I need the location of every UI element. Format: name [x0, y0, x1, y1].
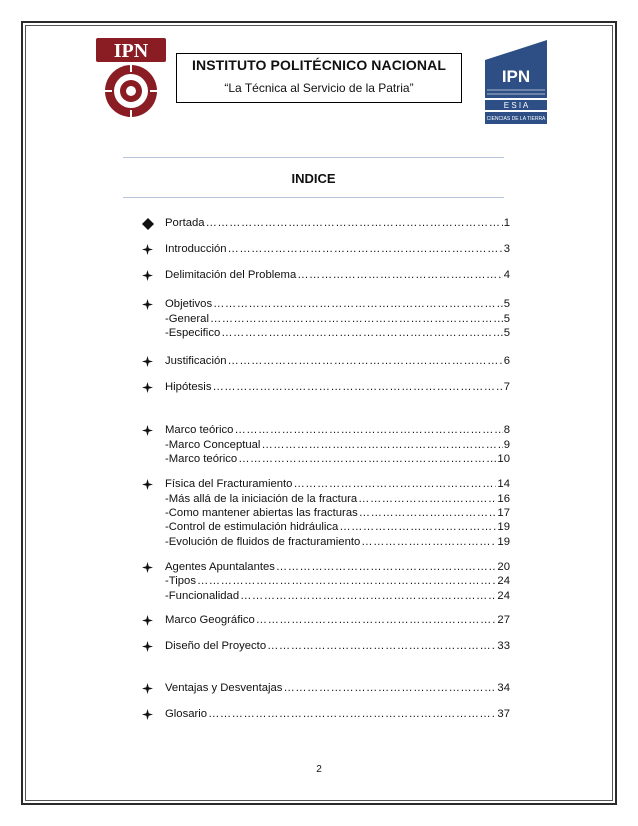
toc-entry-label: Glosario — [165, 708, 208, 720]
toc-leader-dots — [234, 423, 502, 438]
star-bullet-icon — [142, 270, 154, 282]
toc-entry-label: -Evolución de fluidos de fracturamiento — [165, 536, 361, 548]
toc-entry-page: 5 — [503, 298, 510, 310]
star-bullet-icon — [142, 562, 154, 574]
right-logo-subtext: E S I A — [503, 101, 529, 110]
toc-entry-page: 3 — [503, 243, 510, 255]
toc-entry — [165, 216, 510, 231]
toc-entry-page: 20 — [497, 561, 510, 573]
toc-entry — [165, 589, 510, 604]
left-logo-text: IPN — [113, 40, 149, 62]
toc-entry-page: 16 — [497, 493, 510, 505]
toc-leader-dots — [210, 312, 503, 327]
toc-leader-dots — [212, 380, 502, 395]
toc-leader-dots — [359, 506, 497, 521]
toc-leader-dots — [256, 613, 497, 628]
toc-entry-page: 5 — [503, 313, 510, 325]
star-bullet-icon — [142, 382, 154, 394]
toc-entry-label: Marco Geográfico — [165, 614, 255, 626]
toc-leader-dots — [228, 354, 503, 369]
star-bullet-icon — [142, 299, 154, 311]
toc-entry-page: 7 — [503, 381, 510, 393]
diamond-bullet-icon — [142, 218, 154, 230]
toc-leader-dots — [197, 574, 496, 589]
toc-leader-dots — [261, 438, 502, 453]
toc-entry — [165, 560, 510, 575]
toc-entry-label: -Más allá de la iniciación de la fractura — [165, 493, 358, 505]
toc-entry-label: Diseño del Proyecto — [165, 640, 267, 652]
toc-leader-dots — [208, 707, 496, 722]
toc-leader-dots — [213, 297, 503, 312]
toc-entry — [165, 477, 510, 492]
toc-entry — [165, 613, 510, 628]
toc-entry — [165, 297, 510, 312]
star-bullet-icon — [142, 356, 154, 368]
toc-entry — [165, 639, 510, 654]
toc-leader-dots — [339, 520, 496, 535]
toc-entry-label: Justificación — [165, 355, 227, 367]
toc-entry — [165, 242, 510, 257]
toc-entry-label: -Funcionalidad — [165, 590, 240, 602]
star-bullet-icon — [142, 709, 154, 721]
ipn-esia-logo — [483, 38, 549, 126]
institution-header — [176, 53, 462, 103]
toc-entry-page: 24 — [497, 590, 510, 602]
toc-leader-dots — [297, 268, 502, 283]
star-bullet-icon — [142, 244, 154, 256]
toc-leader-dots — [221, 326, 502, 341]
toc-leader-dots — [276, 560, 497, 575]
toc-entry-page: 6 — [503, 355, 510, 367]
toc-entry — [165, 438, 510, 453]
title-rule-bottom — [123, 197, 504, 198]
toc-entry — [165, 354, 510, 369]
toc-entry-page: 5 — [503, 327, 510, 339]
right-logo-caption: CIENCIAS DE LA TIERRA — [486, 116, 546, 122]
institution-motto: “La Técnica al Servicio de la Patria” — [224, 81, 414, 95]
toc-entry-page: 19 — [497, 521, 510, 533]
toc-entry-page: 27 — [497, 614, 510, 626]
toc-entry — [165, 520, 510, 535]
toc-entry-label: -General — [165, 313, 209, 325]
toc-entry-page: 24 — [497, 575, 510, 587]
toc-entry-page: 34 — [497, 682, 510, 694]
toc-entry — [165, 681, 510, 696]
ipn-seal-logo — [90, 36, 172, 120]
toc-entry — [165, 326, 510, 341]
toc-entry-label: -Marco Conceptual — [165, 439, 261, 451]
toc-entry-page: 37 — [497, 708, 510, 720]
toc-entry-page: 19 — [497, 536, 510, 548]
toc-entry-page: 4 — [503, 269, 510, 281]
toc-entry — [165, 312, 510, 327]
toc-entry — [165, 423, 510, 438]
toc-entry — [165, 535, 510, 550]
toc-leader-dots — [361, 535, 496, 550]
toc-entry — [165, 707, 510, 722]
star-bullet-icon — [142, 683, 154, 695]
toc-entry-page: 10 — [497, 453, 510, 465]
toc-leader-dots — [228, 242, 503, 257]
star-bullet-icon — [142, 425, 154, 437]
index-title: INDICE — [291, 171, 336, 186]
toc-entry — [165, 380, 510, 395]
toc-leader-dots — [267, 639, 496, 654]
toc-leader-dots — [293, 477, 496, 492]
toc-entry-label: Marco teórico — [165, 424, 234, 436]
toc-entry-label: Introducción — [165, 243, 227, 255]
toc-leader-dots — [358, 492, 496, 507]
toc-entry-page: 8 — [503, 424, 510, 436]
toc-entry — [165, 506, 510, 521]
toc-leader-dots — [283, 681, 496, 696]
toc-entry — [165, 574, 510, 589]
toc-entry-label: Objetivos — [165, 298, 213, 310]
toc-entry-label: Delimitación del Problema — [165, 269, 297, 281]
toc-entry-label: Portada — [165, 217, 205, 229]
star-bullet-icon — [142, 615, 154, 627]
star-bullet-icon — [142, 479, 154, 491]
toc-entry-label: -Especifico — [165, 327, 221, 339]
toc-entry — [165, 268, 510, 283]
toc-entry-label: -Tipos — [165, 575, 196, 587]
institution-name: INSTITUTO POLITÉCNICO NACIONAL — [192, 57, 446, 73]
page-number: 2 — [316, 764, 322, 775]
toc-entry-label: Ventajas y Desventajas — [165, 682, 283, 694]
toc-leader-dots — [206, 216, 503, 231]
toc-entry-label: -Como mantener abiertas las fracturas — [165, 507, 358, 519]
toc-leader-dots — [240, 589, 496, 604]
toc-entry — [165, 452, 510, 467]
toc-entry-page: 17 — [497, 507, 510, 519]
toc-entry-page: 1 — [503, 217, 510, 229]
toc-entry-label: -Marco teórico — [165, 453, 238, 465]
toc-entry-label: -Control de estimulación hidráulica — [165, 521, 339, 533]
toc-entry — [165, 492, 510, 507]
toc-leader-dots — [238, 452, 496, 467]
title-rule-top — [123, 157, 504, 158]
right-logo-text: IPN — [501, 67, 531, 86]
star-bullet-icon — [142, 641, 154, 653]
toc-entry-page: 14 — [497, 478, 510, 490]
toc-entry-label: Hipótesis — [165, 381, 212, 393]
toc-entry-page: 33 — [497, 640, 510, 652]
toc-entry-page: 9 — [503, 439, 510, 451]
toc-entry-label: Agentes Apuntalantes — [165, 561, 275, 573]
toc-entry-label: Física del Fracturamiento — [165, 478, 293, 490]
